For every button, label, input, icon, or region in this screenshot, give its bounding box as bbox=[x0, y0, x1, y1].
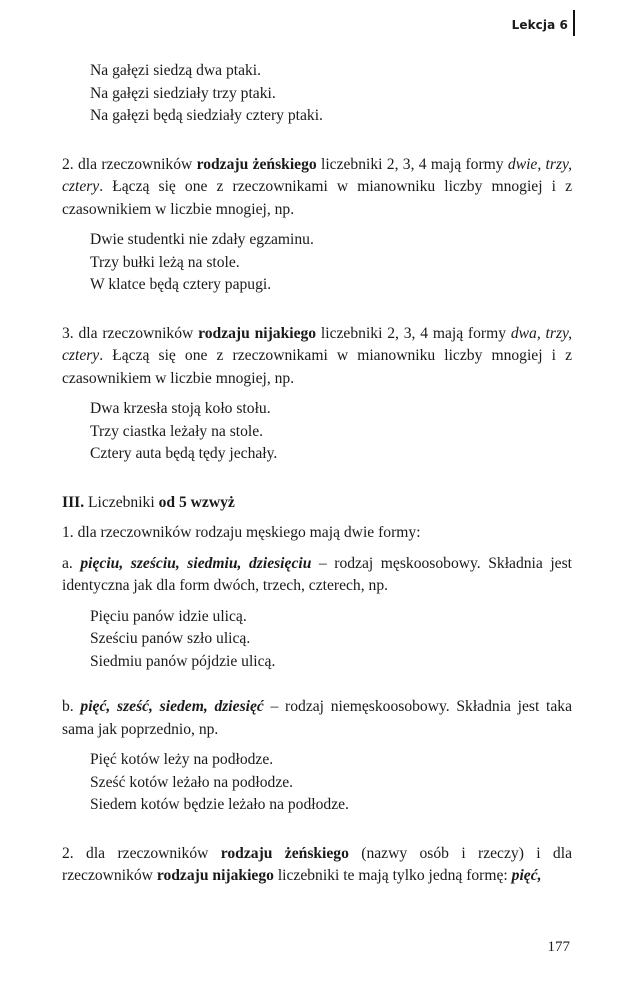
example-block-a bbox=[62, 606, 572, 674]
paragraph-feminine: 2. dla rzeczowników rodzaju żeńskiego liczebniki 2, 3, 4 mają formy dwie, trzy, cztery. Łączą się one z rzeczownikami w mianowniku liczby mnogiej i z czasownikiem w liczbie mnogiej, np. bbox=[62, 155, 572, 218]
example-line: Trzy bułki leżą na stole. bbox=[90, 253, 240, 271]
example-line: Dwa krzesła stoją koło stołu. bbox=[90, 400, 271, 417]
page-content bbox=[62, 60, 572, 888]
example-line: Dwie studentki nie zdały egzaminu. bbox=[90, 231, 314, 248]
example-block-b bbox=[62, 749, 572, 817]
paragraph-feminine-neuter: 2. dla rzeczowników rodzaju żeńskiego (nazwy osób i rzeczy) i dla rzeczowników rodzaju nijakiego liczebniki te mają tylko jedną formę: pięć, bbox=[62, 844, 572, 884]
example-line: W klatce będą cztery papugi. bbox=[90, 276, 272, 293]
example-line: Pięć kotów leży na podłodze. bbox=[90, 751, 274, 768]
example-line: Trzy ciastka leżały na stole. bbox=[90, 422, 264, 440]
example-block-1 bbox=[62, 60, 572, 128]
paragraph-masculine-personal: a. pięciu, sześciu, siedmiu, dziesięciu – rodzaj męskoosobowy. Składnia jest identyczna jak dla form dwóch, trzech, czterech, np. bbox=[62, 554, 573, 594]
example-line: Siedmiu panów pójdzie ulicą. bbox=[90, 652, 276, 670]
section-heading: III. Liczebniki od 5 wzwyż bbox=[62, 493, 235, 511]
example-line: Siedem kotów będzie leżało na podłodze. bbox=[90, 796, 349, 813]
paragraph-neuter: 3. dla rzeczowników rodzaju nijakiego liczebniki 2, 3, 4 mają formy dwa, trzy, cztery. Łączą się one z rzeczownikami w mianowniku liczby mnogiej i z czasownikiem w liczbie mnogiej, np. bbox=[62, 324, 572, 387]
header-rule bbox=[573, 10, 575, 36]
example-line: Na gałęzi siedziały trzy ptaki. bbox=[90, 84, 276, 102]
running-header: Lekcja 6 bbox=[511, 18, 568, 32]
paragraph-non-masculine-personal: b. pięć, sześć, siedem, dziesięć – rodzaj niemęskoosobowy. Składnia jest taka sama jak poprzednio, np. bbox=[62, 698, 573, 738]
example-line: Na gałęzi będą siedziały cztery ptaki. bbox=[90, 107, 323, 124]
example-block-3 bbox=[62, 398, 572, 466]
paragraph-masculine: 1. dla rzeczowników rodzaju męskiego mają dwie formy: bbox=[62, 524, 421, 541]
example-line: Na gałęzi siedzą dwa ptaki. bbox=[90, 62, 262, 79]
page-number: 177 bbox=[547, 939, 570, 955]
example-line: Sześć kotów leżało na podłodze. bbox=[90, 773, 294, 791]
example-line: Sześciu panów szło ulicą. bbox=[90, 630, 251, 647]
example-block-2 bbox=[62, 229, 572, 297]
example-line: Pięciu panów idzie ulicą. bbox=[90, 607, 247, 625]
example-line: Cztery auta będą tędy jechały. bbox=[90, 445, 278, 462]
